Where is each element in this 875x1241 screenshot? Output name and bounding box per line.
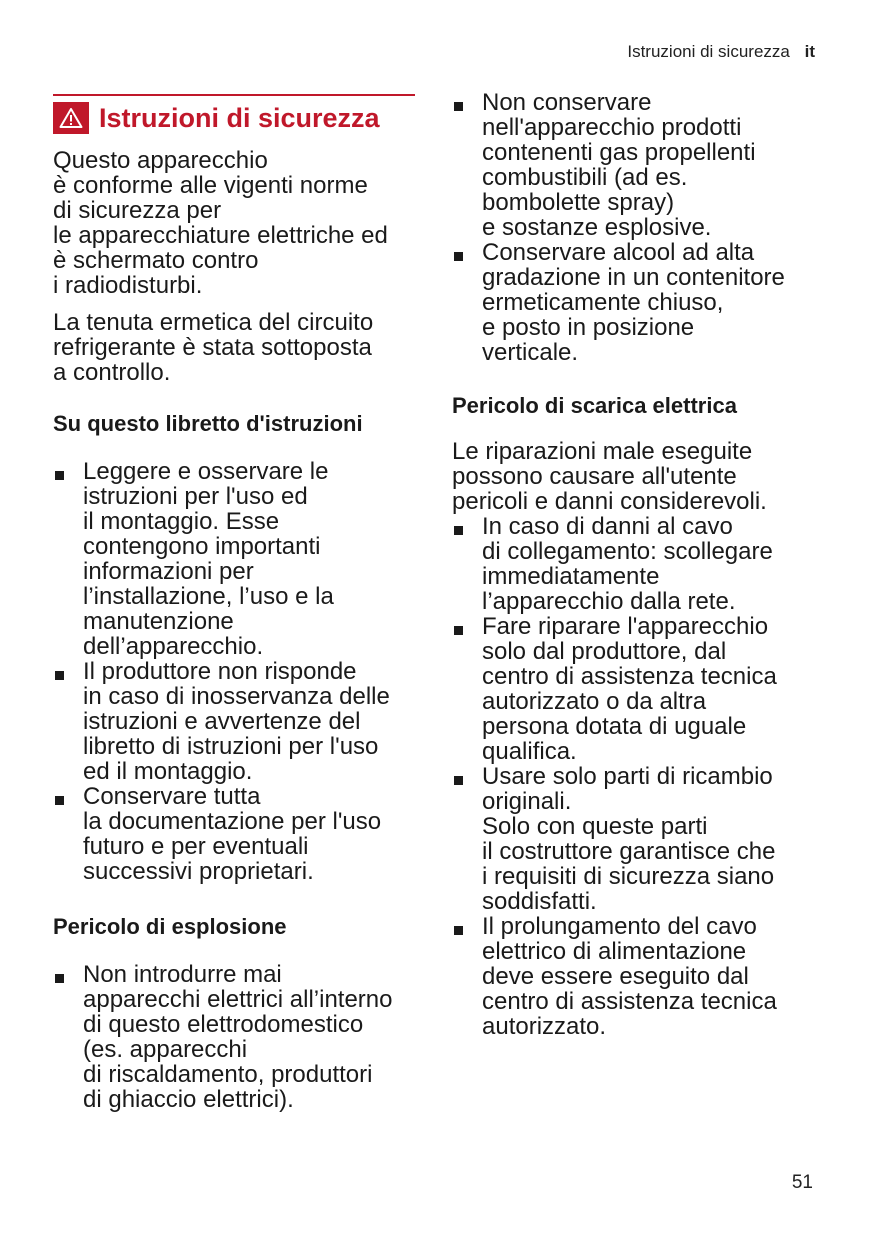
intro-paragraph-circuit: La tenuta ermetica del circuito refrigerante è stata sottoposta a controllo. bbox=[53, 309, 374, 386]
section-title-block bbox=[53, 94, 415, 134]
list-item: Non conservare nell'apparecchio prodotti contenenti gas propellenti combustibili (ad es. bombolette spray) e sostanze esplosive. bbox=[452, 90, 817, 240]
running-header bbox=[627, 42, 815, 62]
list-item: Fare riparare l'apparecchio solo dal produttore, dal centro di assistenza tecnica autorizzato o da altra persona dotata di uguale qualifica. bbox=[452, 614, 817, 764]
language-code: it bbox=[804, 42, 815, 61]
right-column bbox=[452, 90, 817, 1039]
left-column bbox=[53, 90, 415, 1112]
electric-intro: Le riparazioni male eseguite possono causare all'utente pericoli e danni considerevoli. bbox=[452, 438, 767, 515]
warning-icon bbox=[53, 102, 89, 134]
list-item: Non introdurre mai apparecchi elettrici all’interno di questo elettrodomestico (es. apparecchi di riscaldamento, produttori di ghiaccio elettrici). bbox=[53, 962, 415, 1112]
list-item: Usare solo parti di ricambio originali. Solo con queste parti il costruttore garantisce che i requisiti di sicurezza siano soddisfatti. bbox=[452, 764, 817, 914]
list-item: Conservare tutta la documentazione per l'uso futuro e per eventuali successivi proprietari. bbox=[53, 784, 415, 884]
list-item: Il prolungamento del cavo elettrico di alimentazione deve essere eseguito dal centro di assistenza tecnica autorizzato. bbox=[452, 914, 817, 1039]
explosion-list-continued bbox=[452, 90, 817, 365]
explosion-heading: Pericolo di esplosione bbox=[53, 914, 287, 939]
page-title: Istruzioni di sicurezza bbox=[99, 103, 380, 133]
electric-heading: Pericolo di scarica elettrica bbox=[452, 393, 737, 418]
manual-list bbox=[53, 459, 415, 884]
page-number: 51 bbox=[791, 1172, 813, 1193]
list-item: In caso di danni al cavo di collegamento: scollegare immediatamente l’apparecchio dalla rete. bbox=[452, 514, 817, 614]
electric-list bbox=[452, 514, 817, 1039]
manual-heading: Su questo libretto d'istruzioni bbox=[53, 411, 363, 436]
intro-paragraph: Questo apparecchio è conforme alle vigenti norme di sicurezza per le apparecchiature elettriche ed è schermato contro i radiodisturbi. bbox=[53, 147, 388, 299]
list-item: Leggere e osservare le istruzioni per l'uso ed il montaggio. Esse contengono importanti informazioni per l’installazione, l’uso e la manutenzione dell’apparecchio. bbox=[53, 459, 415, 659]
header-section-title: Istruzioni di sicurezza bbox=[627, 42, 790, 61]
list-item: Conservare alcool ad alta gradazione in un contenitore ermeticamente chiuso, e posto in posizione verticale. bbox=[452, 240, 817, 365]
list-item: Il produttore non risponde in caso di inosservanza delle istruzioni e avvertenze del libretto di istruzioni per l'uso ed il montaggio. bbox=[53, 659, 415, 784]
explosion-list bbox=[53, 962, 415, 1112]
